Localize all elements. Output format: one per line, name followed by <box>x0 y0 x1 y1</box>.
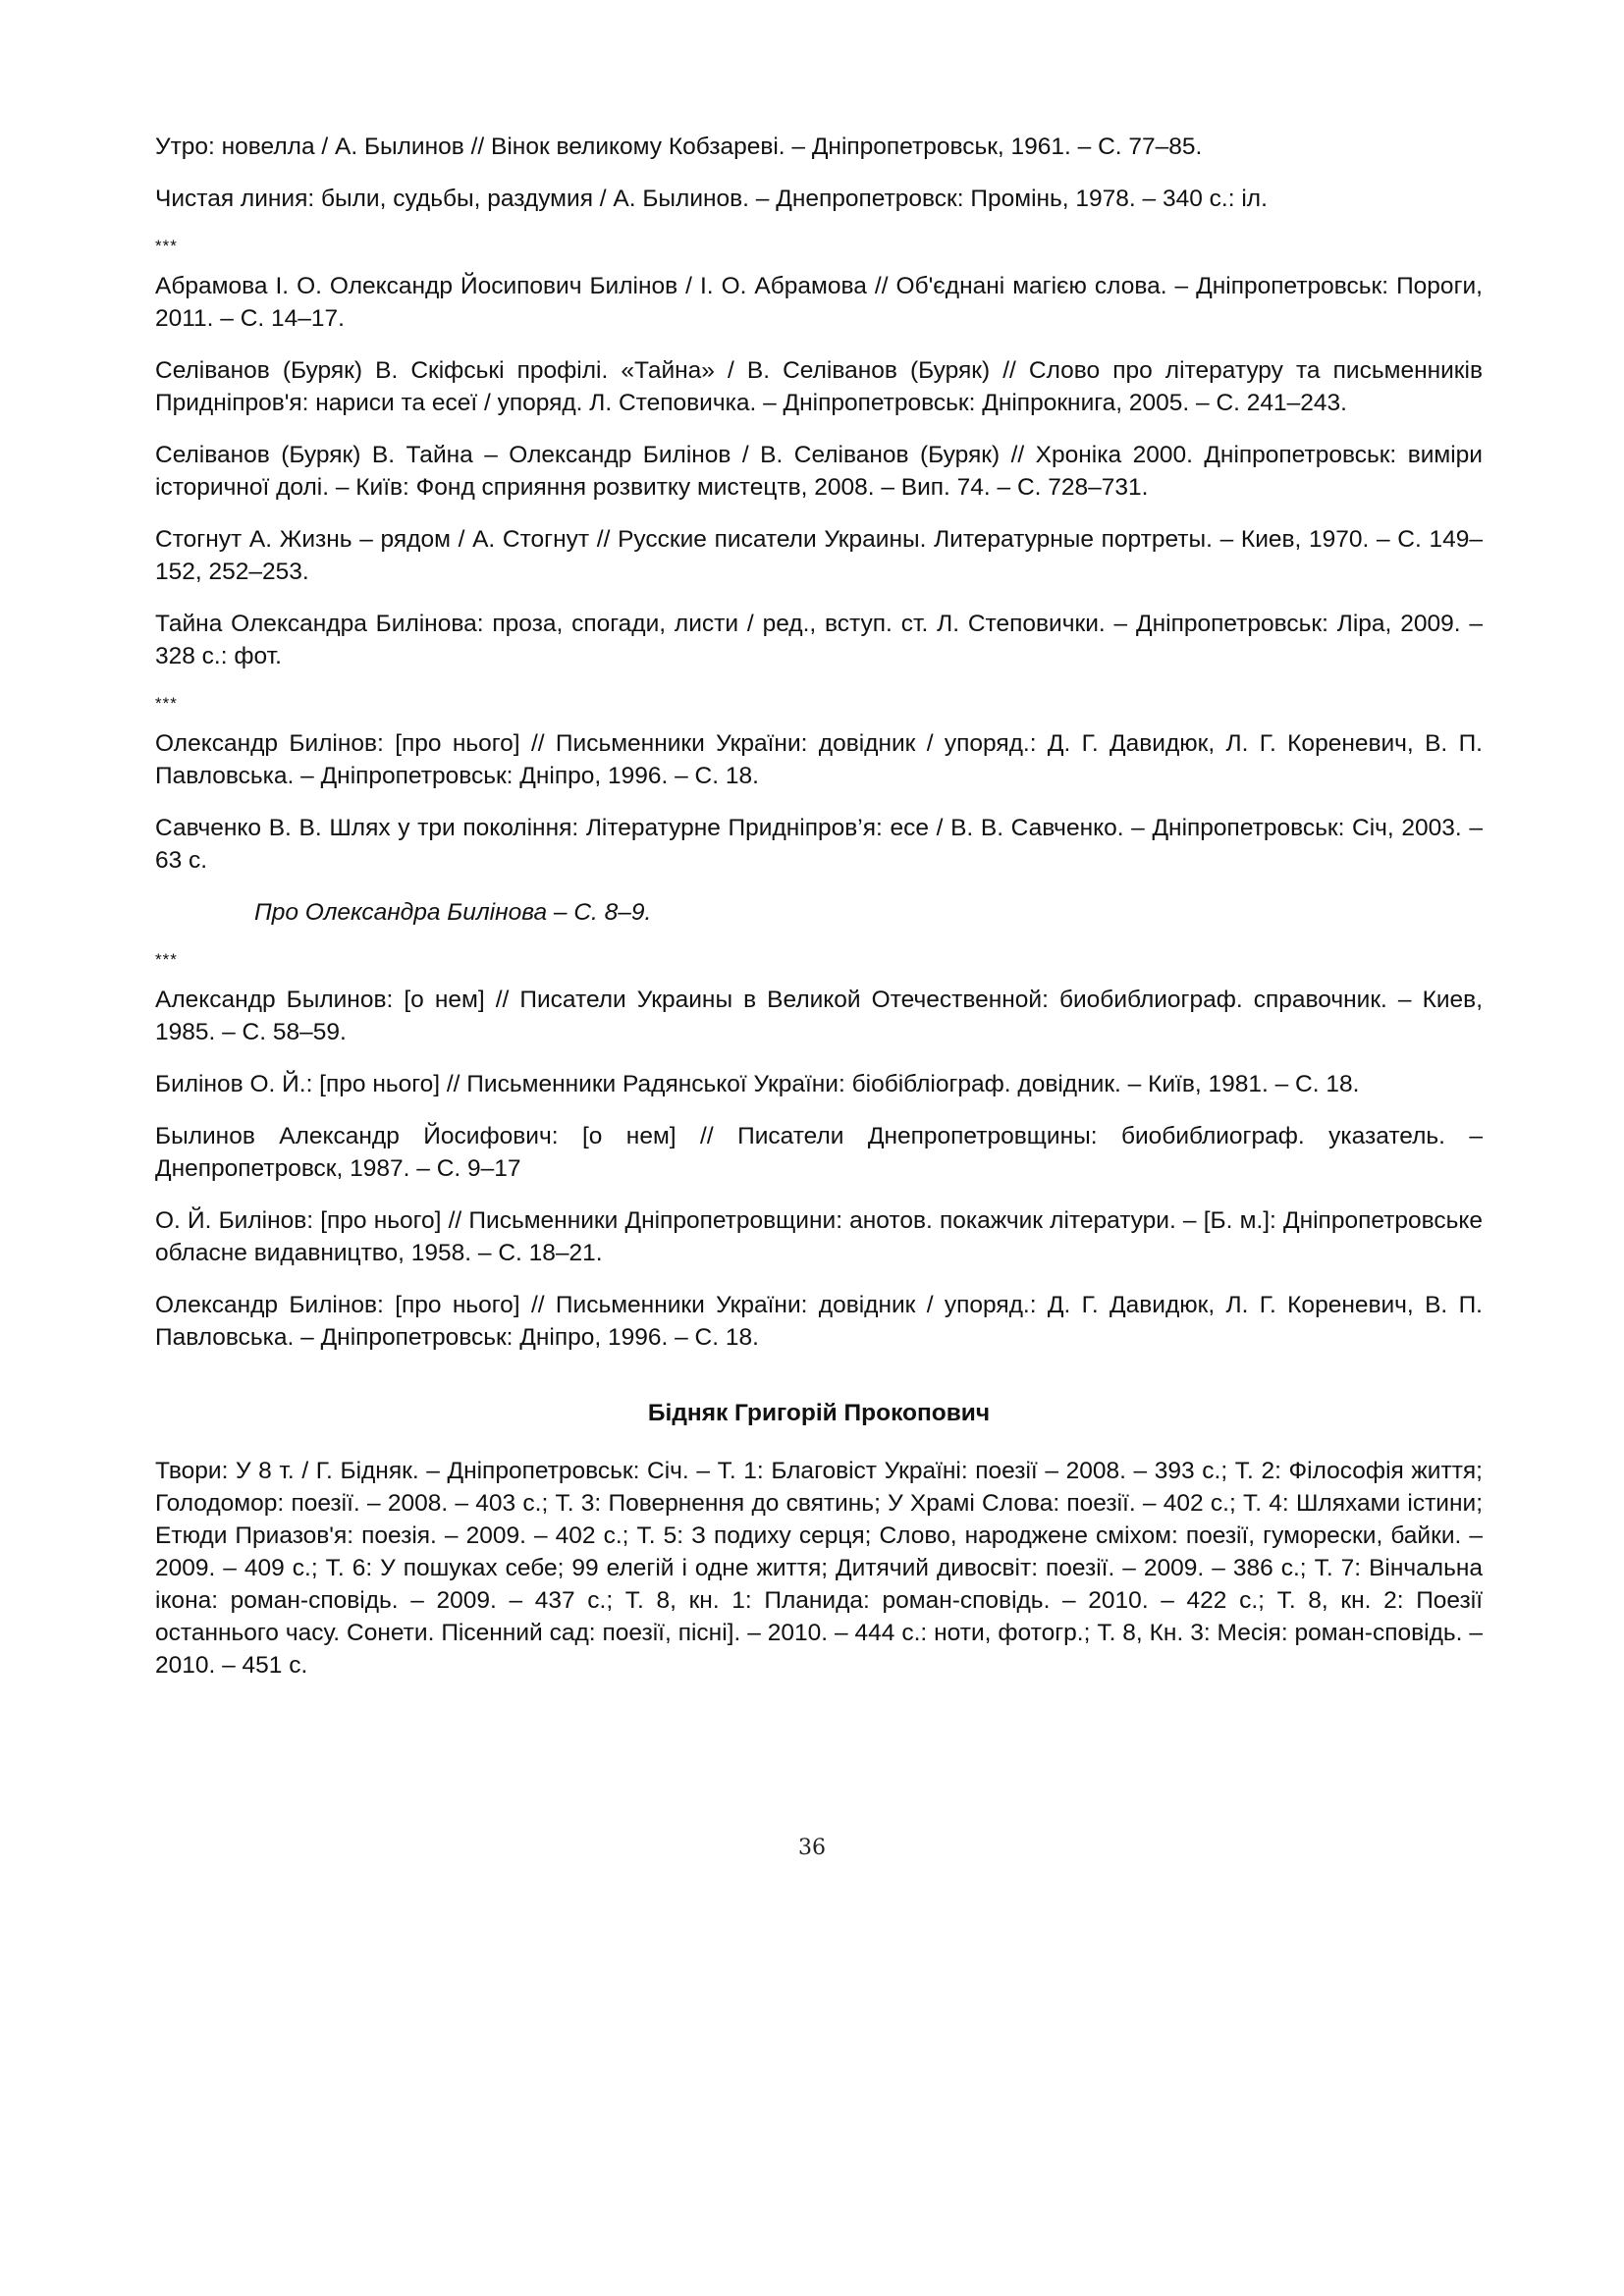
bibliography-entry: Абрамова І. О. Олександр Йосипович Билінов / І. О. Абрамова // Об'єднані магією слова. – Дніпропетровськ: Пороги, 2011. – С. 14–17. <box>155 273 1483 332</box>
author-works-entry: Твори: У 8 т. / Г. Бідняк. – Дніпропетровськ: Січ. – Т. 1: Благовіст Україні: поезії – 2008. – 393 с.; Т. 2: Філософія життя; Голодомор: поезії. – 2008. – 403 с.; Т. 3: Повернення до святинь; У Храмі Слова: поезії. – 402 с.; Т. 4: Шляхами істини; Етюди Приазов'я: поезія. – 2009. – 402 с.; Т. 5: З подиху серця; Слово, народжене сміхом: поезії, гуморески, байки. – 2009. – 409 с.; Т. 6: У пошуках себе; 99 елегій і одне життя; Дитячий дивосвіт: поезії. – 2009. – 386 с.; Т. 7: Вінчальна ікона: роман-сповідь. – 2009. – 437 с.; Т. 8, кн. 1: Планида: роман-сповідь. – 2010. – 422 с.; Т. 8, кн. 2: Поезії останнього часу. Сонети. Пісенний сад: поезії, пісні]. – 2010. – 444 с.: ноти, фотогр.; Т. 8, Кн. 3: Месія: роман-сповідь. – 2010. – 451 с. <box>155 1458 1483 1679</box>
section-separator: *** <box>155 950 178 969</box>
section-separator: *** <box>155 694 178 713</box>
bibliography-entry: Билінов О. Й.: [про нього] // Письменники Радянської України: біобібліограф. довідник. – Київ, 1981. – С. 18. <box>155 1071 1360 1097</box>
bibliography-entry: Савченко В. В. Шлях у три покоління: Літературне Придніпров’я: есе / В. В. Савченко. – Дніпропетровськ: Січ, 2003. – 63 с. <box>155 815 1483 874</box>
bibliography-entry: Олександр Билінов: [про нього] // Письменники України: довідник / упоряд.: Д. Г. Давидюк, Л. Г. Кореневич, В. П. Павловська. – Дніпропетровськ: Дніпро, 1996. – С. 18. <box>155 730 1483 789</box>
bibliography-entry: Тайна Олександра Билінова: проза, спогади, листи / ред., вступ. ст. Л. Степовички. – Дніпропетровськ: Ліра, 2009. – 328 с.: фот. <box>155 611 1483 669</box>
bibliography-entry: Селіванов (Буряк) В. Скіфські профілі. «Тайна» / В. Селіванов (Буряк) // Слово про літературу та письменників Придніпров'я: нариси та есеї / упоряд. Л. Степовичка. – Дніпропетровськ: Дніпрокнига, 2005. – С. 241–243. <box>155 357 1483 416</box>
author-heading: Бідняк Григорій Прокопович <box>647 1400 991 1426</box>
bibliography-note: Про Олександра Билінова – С. 8–9. <box>254 899 652 926</box>
bibliography-entry: Чистая линия: были, судьбы, раздумия / А. Былинов. – Днепропетровск: Промінь, 1978. – 340 с.: іл. <box>155 186 1268 212</box>
bibliography-entry: Стогнут А. Жизнь – рядом / А. Стогнут // Русские писатели Украины. Литературные портреты. – Киев, 1970. – С. 149–152, 252–253. <box>155 526 1483 585</box>
bibliography-entry: Олександр Билінов: [про нього] // Письменники України: довідник / упоряд.: Д. Г. Давидюк, Л. Г. Кореневич, В. П. Павловська. – Дніпропетровськ: Дніпро, 1996. – С. 18. <box>155 1292 1483 1351</box>
page-number: 36 <box>798 1836 826 1860</box>
bibliography-entry: Александр Былинов: [о нем] // Писатели Украины в Великой Отечественной: биобиблиограф. справочник. – Киев, 1985. – С. 58–59. <box>155 987 1483 1045</box>
bibliography-entry: Утро: новелла / А. Былинов // Вінок великому Кобзареві. – Дніпропетровськ, 1961. – С. 77–85. <box>155 133 1203 160</box>
document-page <box>155 131 1483 1701</box>
section-separator: *** <box>155 237 178 255</box>
bibliography-entry: Былинов Александр Йосифович: [о нем] // Писатели Днепропетровщины: биобиблиограф. указатель. – Днепропетровск, 1987. – С. 9–17 <box>155 1123 1483 1182</box>
bibliography-entry: Селіванов (Буряк) В. Тайна – Олександр Билінов / В. Селіванов (Буряк) // Хроніка 2000. Дніпропетровськ: виміри історичної долі. – Київ: Фонд сприяння розвитку мистецтв, 2008. – Вип. 74. – С. 728–731. <box>155 442 1483 501</box>
bibliography-entry: О. Й. Билінов: [про нього] // Письменники Дніпропетровщини: анотов. покажчик літератури. – [Б. м.]: Дніпропетровське обласне видавництво, 1958. – С. 18–21. <box>155 1207 1483 1266</box>
